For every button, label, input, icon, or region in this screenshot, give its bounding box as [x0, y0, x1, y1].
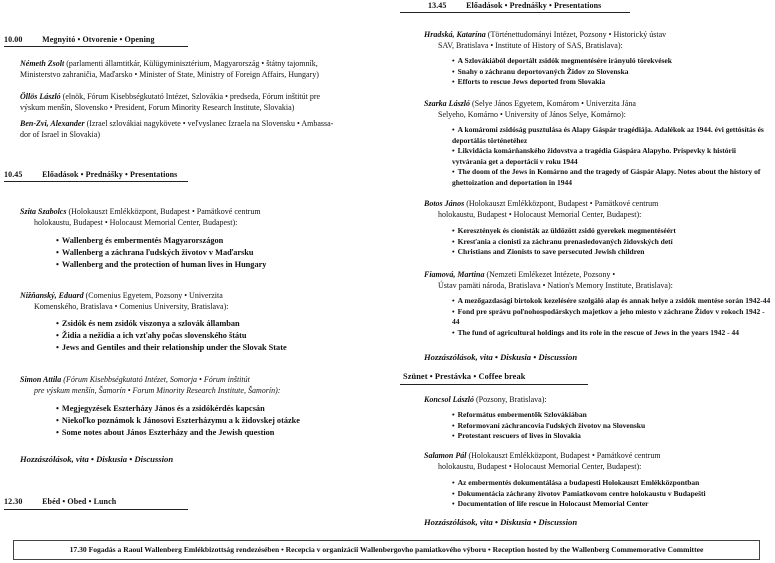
- speaker-affiliation: holokaustu, Budapest • Holocaust Memorial Center, Budapest):: [438, 462, 642, 471]
- speaker-name: Fiamová, Martina: [424, 270, 485, 279]
- speaker-block: [20, 58, 360, 80]
- lunch-title: Ebéd • Obed • Lunch: [42, 497, 117, 506]
- speaker-block: [424, 198, 764, 220]
- talk-title: • Efforts to rescue Jews deported from Slovakia: [452, 77, 767, 88]
- speaker-affiliation: (elnök, Fórum Kisebbségkutató Intézet, Szlovákia • predseda, Fórum inštitút pre: [60, 92, 321, 101]
- speaker-name: Németh Zsolt: [20, 59, 65, 68]
- speaker-block: [424, 98, 764, 120]
- speaker-block: [20, 118, 360, 140]
- speaker-affiliation: dor of Israel in Slovakia): [20, 130, 100, 139]
- lunch-time: 12.30: [4, 497, 23, 506]
- talk-title: • Zsidók és nem zsidók viszonya a szlovák államban: [56, 318, 366, 330]
- talk-title: • Protestant rescuers of lives in Slovakia: [452, 431, 767, 442]
- speaker-block: [424, 394, 764, 405]
- talk-list: [56, 318, 366, 354]
- speaker-block: [424, 29, 764, 51]
- talk-title: • The fund of agricultural holdings and its role in the rescue of Jews in the years 1942 - 44: [452, 328, 772, 339]
- talk-list: [56, 235, 366, 271]
- speaker-affiliation: Selyeho, Komárno • University of János Selye, Komárno):: [438, 110, 626, 119]
- speaker-name: Hradská, Katarína: [424, 30, 486, 39]
- speaker-affiliation: (Comenius Egyetem, Pozsony • Univerzita: [83, 291, 223, 300]
- discussion-label: Hozzászólások, vita • Diskusia • Discussion: [424, 352, 578, 362]
- speaker-name: Nižňanský, Eduard: [20, 291, 84, 300]
- speaker-affiliation: holokaustu, Budapest • Holocaust Memorial Center, Budapest):: [34, 218, 238, 227]
- speaker-block: [20, 374, 360, 396]
- speaker-name: Szita Szabolcs: [20, 207, 67, 216]
- speaker-affiliation: (parlamenti államtitkár, Külügyminisztérium, Magyarország • štátny tajomník,: [64, 59, 318, 68]
- speaker-block: [424, 450, 764, 472]
- speaker-name: Szarka László: [424, 99, 471, 108]
- talk-title: • A Szlovákiából deportált zsidók megmentésére irányuló törekvések: [452, 56, 767, 67]
- speaker-affiliation: (Izrael szlovákiai nagykövete • veľvyslanec Izraela na Slovensku • Ambassa-: [84, 119, 334, 128]
- talk-title: • Židia a nežidia a ich vzťahy počas slovenského štátu: [56, 330, 366, 342]
- talk-title: • Christians and Zionists to save persecuted Jewish children: [452, 247, 767, 258]
- discussion-label: Hozzászólások, vita • Diskusia • Discussion: [20, 454, 174, 464]
- talk-title: • Keresztények és cionisták az üldözött zsidó gyerekek megmentéséért: [452, 226, 767, 237]
- talk-title: • Some notes about János Eszterházy and the Jewish question: [56, 427, 366, 439]
- talk-list: [452, 478, 767, 510]
- speaker-affiliation: (Holokauszt Emlékközpont, Budapest • Pamätkové centrum: [464, 199, 659, 208]
- talk-title: • Likvidácia komárňanského židovstva a tragédia Gáspára Alapyho. Príspevky k histórii vytvárania get a deportácií v roku 1944: [452, 146, 770, 167]
- talk-list: [452, 56, 767, 88]
- speaker-name: Koncsol László: [424, 395, 475, 404]
- talk-title: • Documentation of life rescue in Holocaust Memorial Center: [452, 499, 767, 510]
- talk-title: • Snahy o záchranu deportovaných Židov zo Slovenska: [452, 67, 767, 78]
- speaker-block: [20, 206, 360, 228]
- speaker-name: Simon Attila: [20, 375, 62, 384]
- speaker-affiliation: SAV, Bratislava • Institute of History of SAS, Bratislava):: [438, 41, 623, 50]
- talk-title: • Reformovaní záchrancovia ľudských životov na Slovensku: [452, 421, 767, 432]
- speaker-name: Botos János: [424, 199, 465, 208]
- speaker-affiliation: pre výskum menšín, Šamorín • Forum Minority Research Institute, Šamorín):: [34, 386, 281, 395]
- talk-list: [452, 410, 767, 442]
- speaker-affiliation: Ústav pamäti národa, Bratislava • Nation's Memory Institute, Bratislava):: [438, 281, 673, 290]
- talk-title: • Fond pre správu poľnohospodárskych majetkov a jeho miesto v záchrane Židov v rokoch 1942 - 44: [452, 307, 772, 328]
- opening-time: 10.00: [4, 35, 23, 44]
- divider: [4, 509, 188, 510]
- speaker-name: Salamon Pál: [424, 451, 467, 460]
- speaker-name: Öllös László: [20, 92, 61, 101]
- reception-footer: 17.30 Fogadás a Raoul Wallenberg Emlékbizottság rendezésében • Recepcia v organizácii Wallenbergovho pamiatkového výboru • Reception hosted by the Wallenberg Commemorative Committee: [13, 540, 760, 560]
- talk-list: [452, 125, 770, 188]
- speaker-affiliation: (Holokauszt Emlékközpont, Budapest • Pamätkové centrum: [466, 451, 661, 460]
- talk-title: • Wallenberg and the protection of human lives in Hungary: [56, 259, 366, 271]
- talk-title: • Jews and Gentiles and their relationship under the Slovak State: [56, 342, 366, 354]
- talk-title: • The doom of the Jews in Komárno and the tragedy of Gáspár Alapy. Notes about the history of ghettoization and deportation in 1944: [452, 167, 770, 188]
- session-time: 10.45: [4, 170, 23, 179]
- talk-list: [452, 296, 772, 338]
- speaker-affiliation: (Selye János Egyetem, Komárom • Univerzita Jána: [470, 99, 636, 108]
- talk-title: • Megjegyzések Eszterházy János és a zsidókérdés kapcsán: [56, 403, 366, 415]
- speaker-affiliation: výskum menšín, Slovensko • President, Forum Minority Research Institute, Slovakia): [20, 103, 295, 112]
- coffee-break-header: Szünet • Prestávka • Coffee break: [403, 372, 526, 381]
- discussion-label: Hozzászólások, vita • Diskusia • Discussion: [424, 517, 578, 527]
- speaker-affiliation: (Nemzeti Emlékezet Intézete, Pozsony •: [484, 270, 616, 279]
- talk-title: • A komáromi zsidóság pusztulása és Alapy Gáspár tragédiája. Adalékok az 1944. évi gettósítás és deportálás történetéhez: [452, 125, 770, 146]
- divider: [400, 12, 630, 13]
- talk-title: • Az embermentés dokumentálása a budapesti Holokauszt Emlékközpontban: [452, 478, 767, 489]
- speaker-affiliation: Ministerstvo zahraničia, Maďarsko • Minister of State, Ministry of Foreign Affairs, Hungary): [20, 70, 319, 79]
- speaker-affiliation: holokaustu, Budapest • Holocaust Memorial Center, Budapest):: [438, 210, 642, 219]
- opening-header: [4, 35, 155, 44]
- speaker-affiliation: (Történettudományi Intézet, Pozsony • Historický ústav: [485, 30, 667, 39]
- divider: [4, 46, 188, 47]
- speaker-block: [20, 290, 360, 312]
- talk-title: • Református embermentők Szlovákiában: [452, 410, 767, 421]
- talk-title: • Wallenberg és embermentés Magyarországon: [56, 235, 366, 247]
- talk-title: • Niekoľko poznámok k Jánosovi Eszterházymu a k židovskej otázke: [56, 415, 366, 427]
- session-time: 13.45: [428, 1, 447, 10]
- talk-title: • Kresťania a cionisti za záchranu prenasledovaných židovských detí: [452, 237, 767, 248]
- divider: [400, 384, 588, 385]
- talk-list: [452, 226, 767, 258]
- speaker-affiliation: Komenského, Bratislava • Comenius University, Bratislava):: [34, 302, 229, 311]
- speaker-block: [424, 269, 764, 291]
- talk-title: • Dokumentácia záchrany životov Pamiatkovom centre holokaustu v Budapešti: [452, 489, 767, 500]
- talk-list: [56, 403, 366, 439]
- talk-title: • A mezőgazdasági birtokok kezelésére szolgáló alap és annak helye a zsidók mentése során 1942-44: [452, 296, 772, 307]
- speaker-affiliation: (Fórum Kisebbségkutató Intézet, Somorja • Fórum inštitút: [61, 375, 250, 384]
- divider: [4, 181, 188, 182]
- speaker-block: [20, 91, 360, 113]
- lunch-header: [4, 497, 116, 506]
- session-title: Előadások • Prednášky • Presentations: [466, 1, 602, 10]
- session-header: [428, 1, 601, 10]
- speaker-affiliation: (Pozsony, Bratislava):: [474, 395, 547, 404]
- speaker-name: Ben-Zvi, Alexander: [20, 119, 85, 128]
- speaker-affiliation: (Holokauszt Emlékközpont, Budapest • Pamätkové centrum: [66, 207, 261, 216]
- talk-title: • Wallenberg a záchrana ľudských životov v Maďarsku: [56, 247, 366, 259]
- opening-title: Megnyitó • Otvorenie • Opening: [42, 35, 155, 44]
- session-header: [4, 170, 177, 179]
- session-title: Előadások • Prednášky • Presentations: [42, 170, 178, 179]
